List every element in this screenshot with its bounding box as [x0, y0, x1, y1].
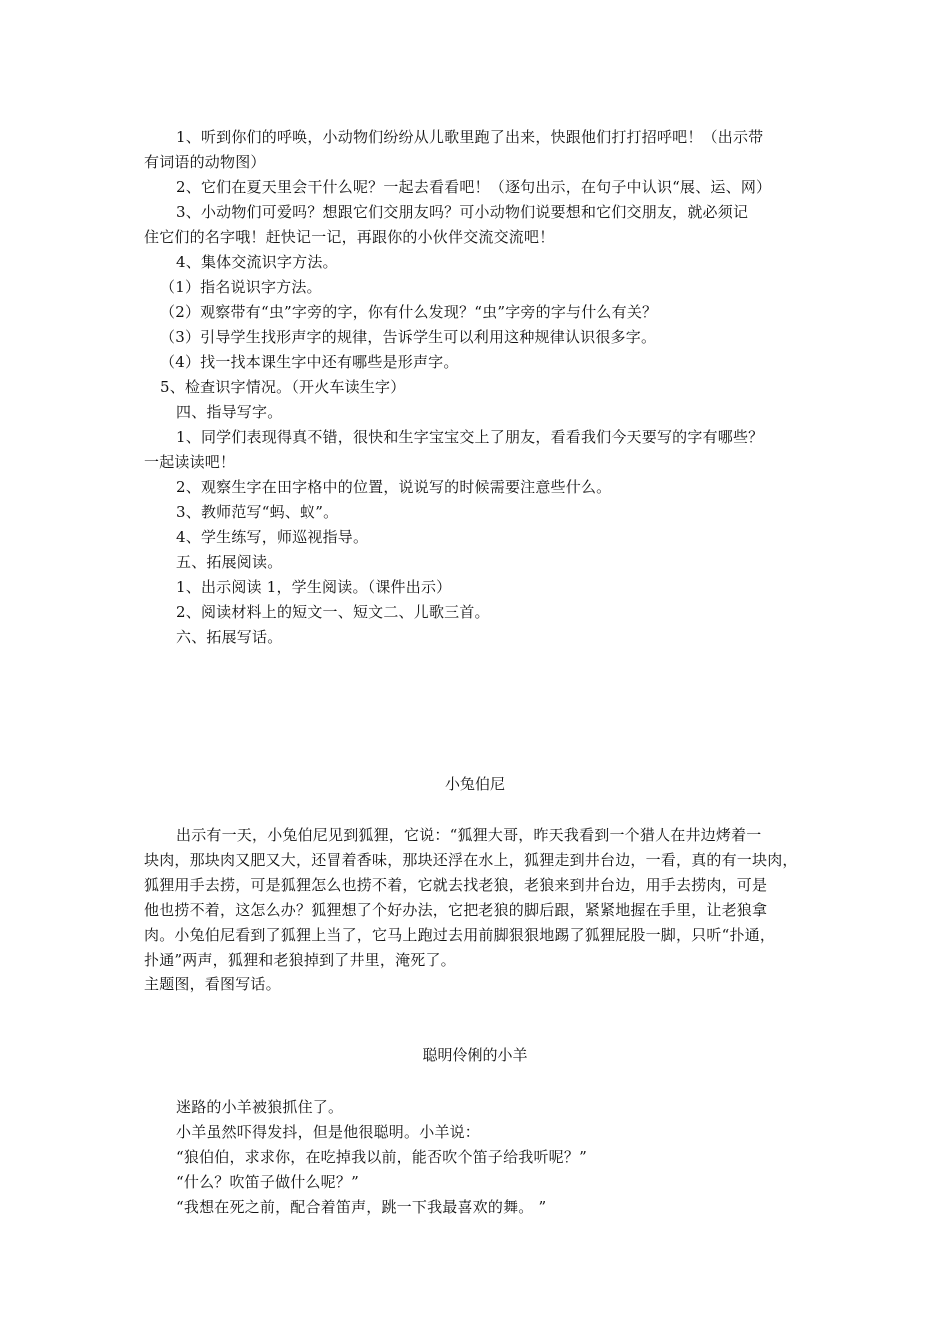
story-title: 小兔伯尼: [444, 775, 505, 793]
paragraph-line: “什么？吹笛子做什么呢？”: [176, 1173, 359, 1191]
paragraph-line: “狼伯伯，求求你，在吃掉我以前，能否吹个笛子给我听呢？”: [176, 1148, 587, 1166]
paragraph-line: 出示有一天，小兔伯尼见到狐狸，它说：“狐狸大哥，昨天我看到一个猎人在井边烤着一: [176, 826, 762, 844]
paragraph-line: 1、听到你们的呼唤，小动物们纷纷从儿歌里跑了出来，快跟他们打打招呼吧！（出示带: [176, 128, 764, 146]
paragraph-line: 1、出示阅读 1，学生阅读。（课件出示）: [176, 578, 452, 596]
paragraph-line: 住它们的名字哦！赶快记一记，再跟你的小伙伴交流交流吧！: [144, 228, 555, 246]
paragraph-line: 2、它们在夏天里会干什么呢？一起去看看吧！（逐句出示，在句子中认识“展、运、网）: [176, 178, 772, 196]
paragraph-line: 1、同学们表现得真不错，很快和生字宝宝交上了朋友，看看我们今天要写的字有哪些？: [176, 428, 764, 446]
paragraph-line: 3、教师范写“蚂、蚁”。: [176, 503, 339, 521]
paragraph-line: 主题图，看图写话。: [144, 975, 281, 993]
section-heading: 五、拓展阅读。: [176, 553, 283, 571]
paragraph-line: 有词语的动物图）: [144, 153, 266, 171]
section-heading: 六、拓展写话。: [176, 628, 283, 646]
paragraph-line: “我想在死之前，配合着笛声，跳一下我最喜欢的舞。 ”: [176, 1198, 547, 1216]
paragraph-line: 4、学生练写，师巡视指导。: [176, 528, 369, 546]
paragraph-line: （1）指名说识字方法。: [160, 278, 322, 296]
paragraph-line: 一起读读吧！: [144, 453, 236, 471]
section-heading: 四、指导写字。: [176, 403, 283, 421]
paragraph-line: 3、小动物们可爱吗？想跟它们交朋友吗？可小动物们说要想和它们交朋友，就必须记: [176, 203, 749, 221]
paragraph-line: 迷路的小羊被狼抓住了。: [176, 1098, 344, 1116]
paragraph-line: 肉。小兔伯尼看到了狐狸上当了，它马上跑过去用前脚狠狠地踢了狐狸屁股一脚，只听“扑通，: [144, 926, 776, 944]
paragraph-line: 小羊虽然吓得发抖，但是他很聪明。小羊说：: [176, 1123, 481, 1141]
paragraph-line: 他也捞不着，这怎么办？狐狸想了个好办法，它把老狼的脚后跟，紧紧地握在手里，让老狼拿: [144, 901, 768, 919]
paragraph-line: 扑通”两声，狐狸和老狼掉到了井里，淹死了。: [144, 951, 456, 969]
paragraph-line: 狐狸用手去捞，可是狐狸怎么也捞不着，它就去找老狼，老狼来到井台边，用手去捞肉，可是: [144, 876, 768, 894]
paragraph-line: 4、集体交流识字方法。: [176, 253, 338, 271]
paragraph-line: 5、检查识字情况。（开火车读生字）: [160, 378, 406, 396]
paragraph-line: （3）引导学生找形声字的规律，告诉学生可以利用这种规律认识很多字。: [160, 328, 657, 346]
paragraph-line: （2）观察带有“虫”字旁的字，你有什么发现？“虫”字旁的字与什么有关？: [160, 303, 658, 321]
story-title: 聪明伶俐的小羊: [422, 1046, 528, 1064]
paragraph-line: 2、阅读材料上的短文一、短文二、儿歌三首。: [176, 603, 490, 621]
paragraph-line: 块肉，那块肉又肥又大，还冒着香味，那块还浮在水上，狐狸走到井台边，一看，真的有一块肉，: [144, 851, 798, 869]
paragraph-line: 2、观察生字在田字格中的位置，说说写的时候需要注意些什么。: [176, 478, 612, 496]
paragraph-line: （4）找一找本课生字中还有哪些是形声字。: [160, 353, 459, 371]
